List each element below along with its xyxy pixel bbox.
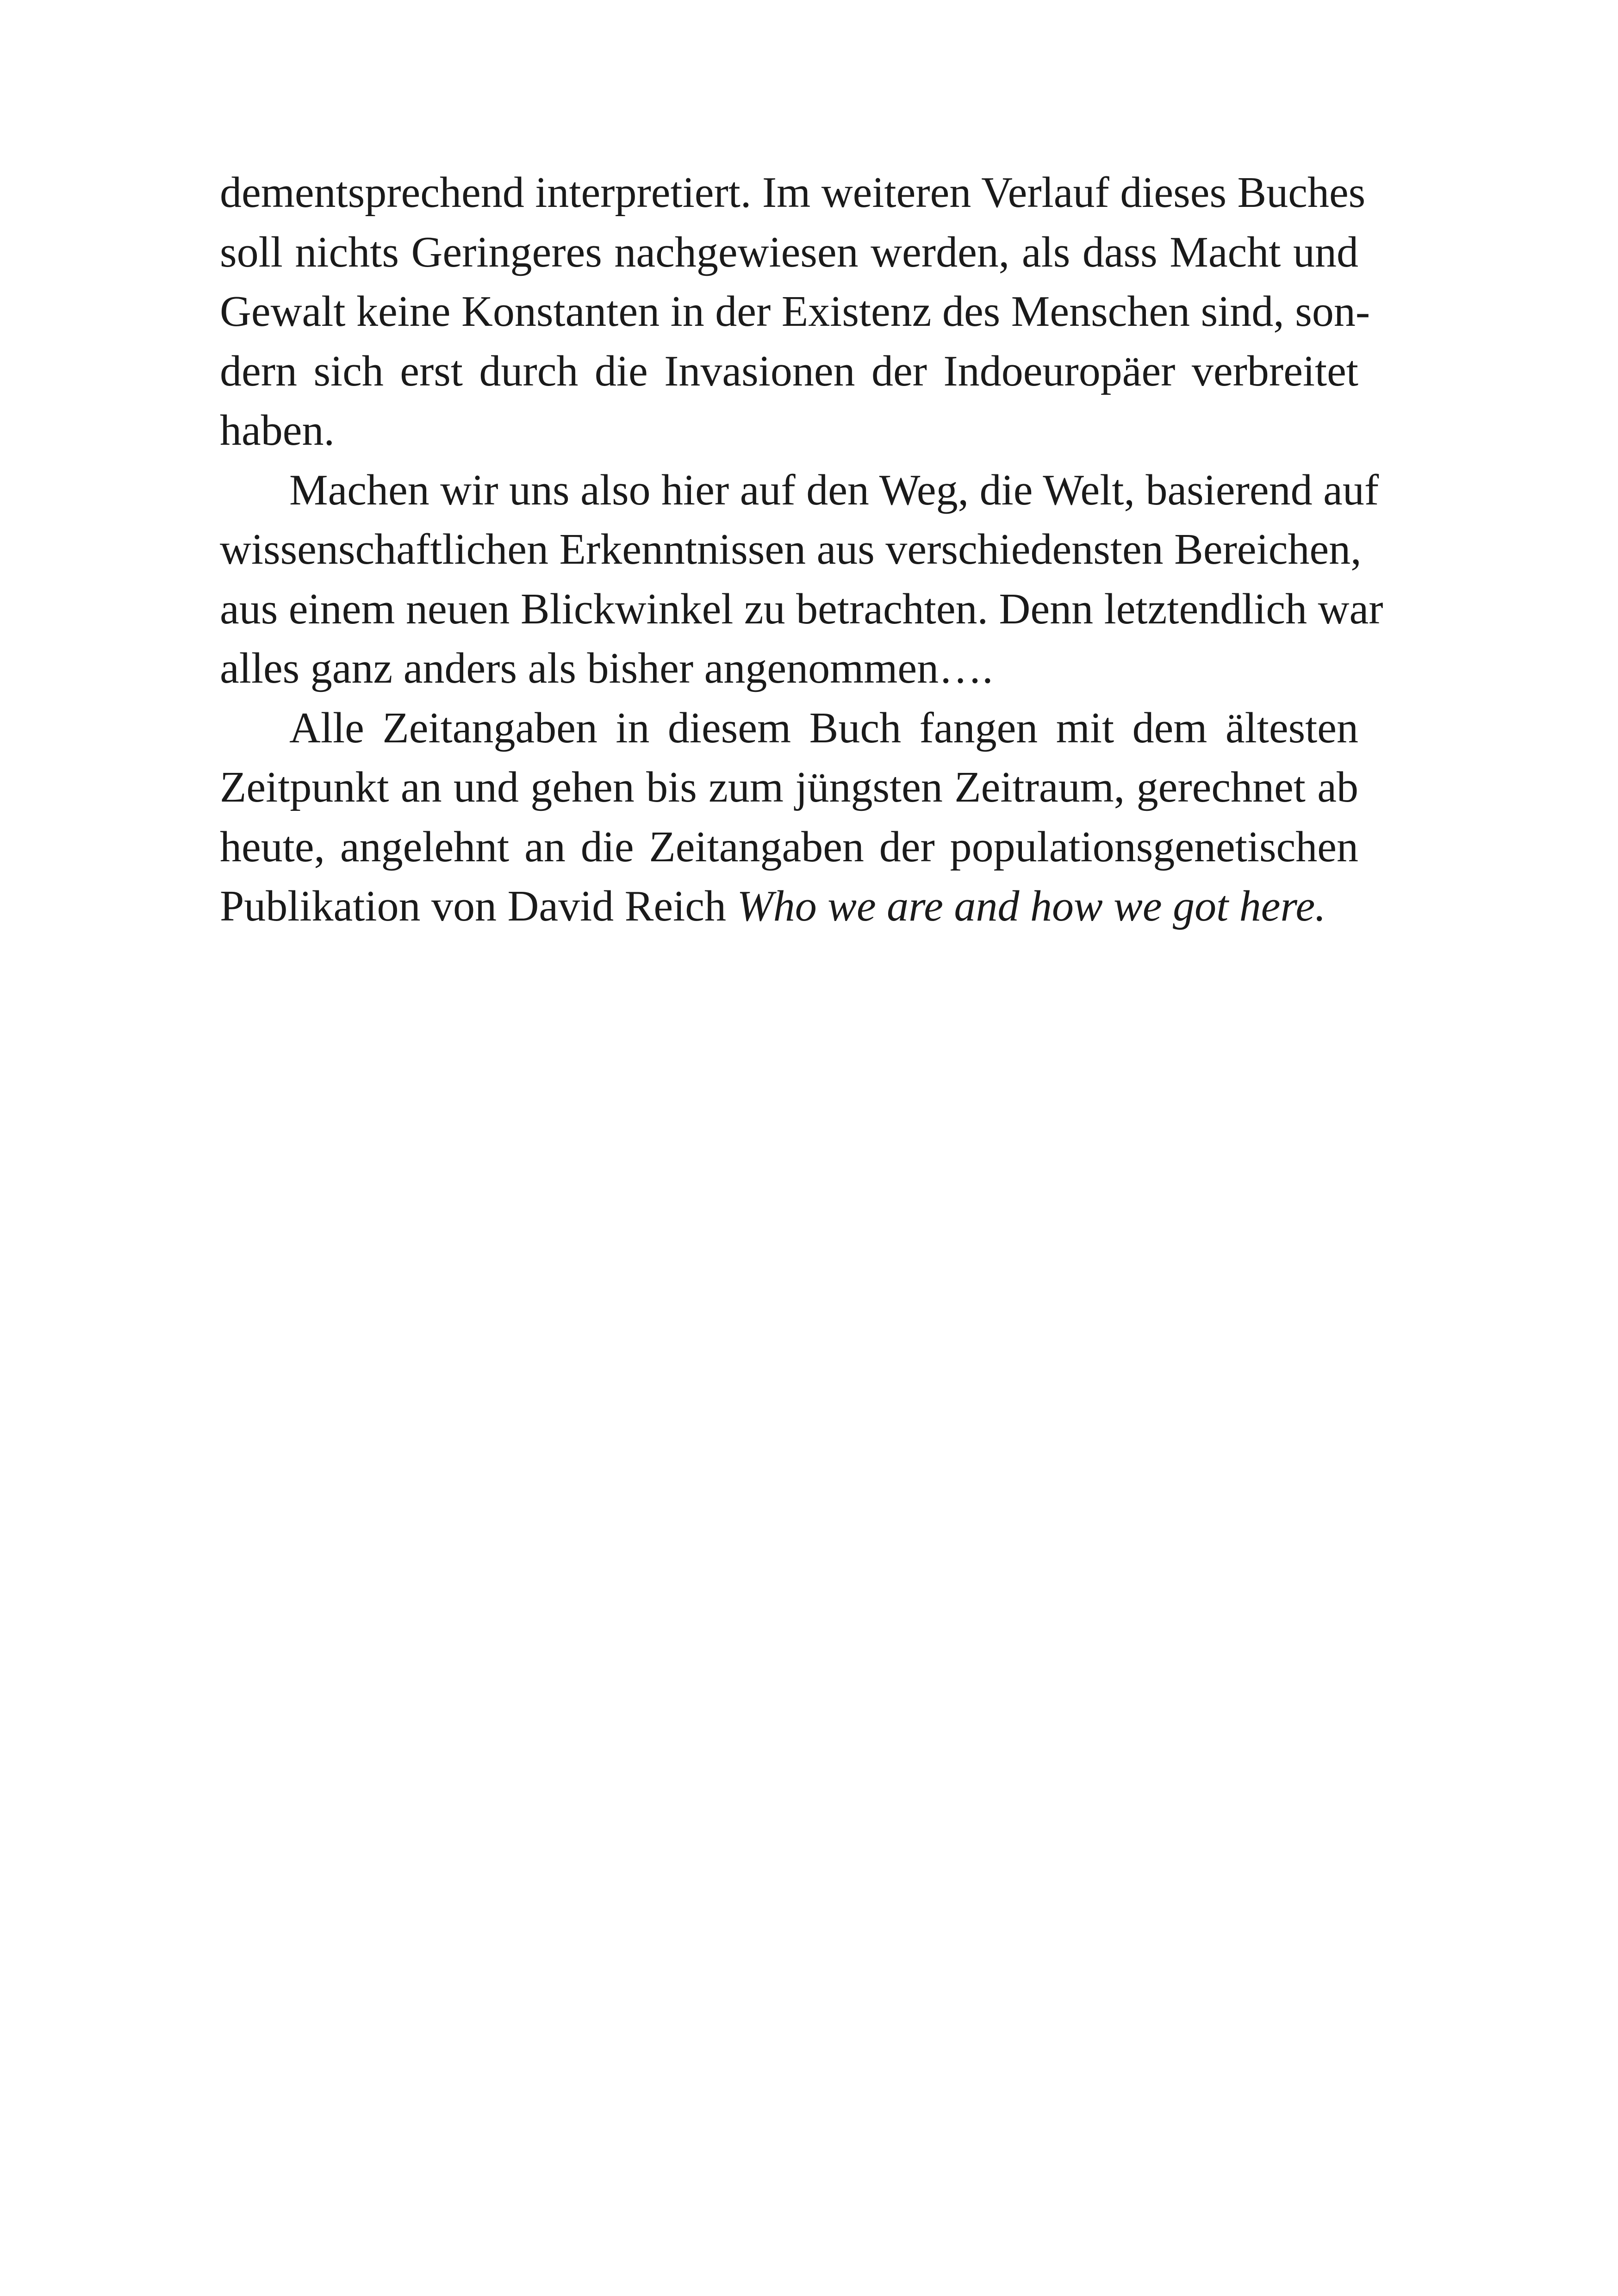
paragraph-3-line-4-text: Publikation von David Reich [220,882,737,930]
paragraph-2-line-2: wissenschaftlichen Erkenntnissen aus verschiedensten Bereichen, [220,525,1362,573]
paragraph-3-line-4 [220,877,1358,936]
book-title-italic: Who we are and how we got here. [737,882,1326,930]
paragraph-1-line-3: Gewalt keine Konstanten in der Existenz des Menschen sind, son- [220,287,1370,336]
paragraph-3-line-3: heute, angelehnt an die Zeitangaben der populationsgenetischen [220,822,1358,871]
paragraph-1-line-1: dementsprechend interpretiert. Im weiteren Verlauf dieses Buches [220,168,1366,217]
paragraph-2-line-1: Machen wir uns also hier auf den Weg, die Welt, basierend auf [289,466,1379,514]
paragraph-3-line-2: Zeitpunkt an und gehen bis zum jüngsten Zeitraum, gerechnet ab [220,763,1358,811]
paragraph-2-line-4: alles ganz anders als bisher angenommen…. [220,644,993,692]
paragraph-1-line-5: haben. [220,406,335,454]
paragraph-1-line-2: soll nichts Geringeres nachgewiesen werden, als dass Macht und [220,228,1358,276]
paragraph-1-line-4: dern sich erst durch die Invasionen der Indoeuropäer verbreitet [220,347,1358,395]
paragraph-2-line-3: aus einem neuen Blickwinkel zu betrachten. Denn letztendlich war [220,585,1383,633]
paragraph-3-line-1: Alle Zeitangaben in diesem Buch fangen mit dem ältesten [289,703,1358,752]
body-text [220,163,1383,936]
